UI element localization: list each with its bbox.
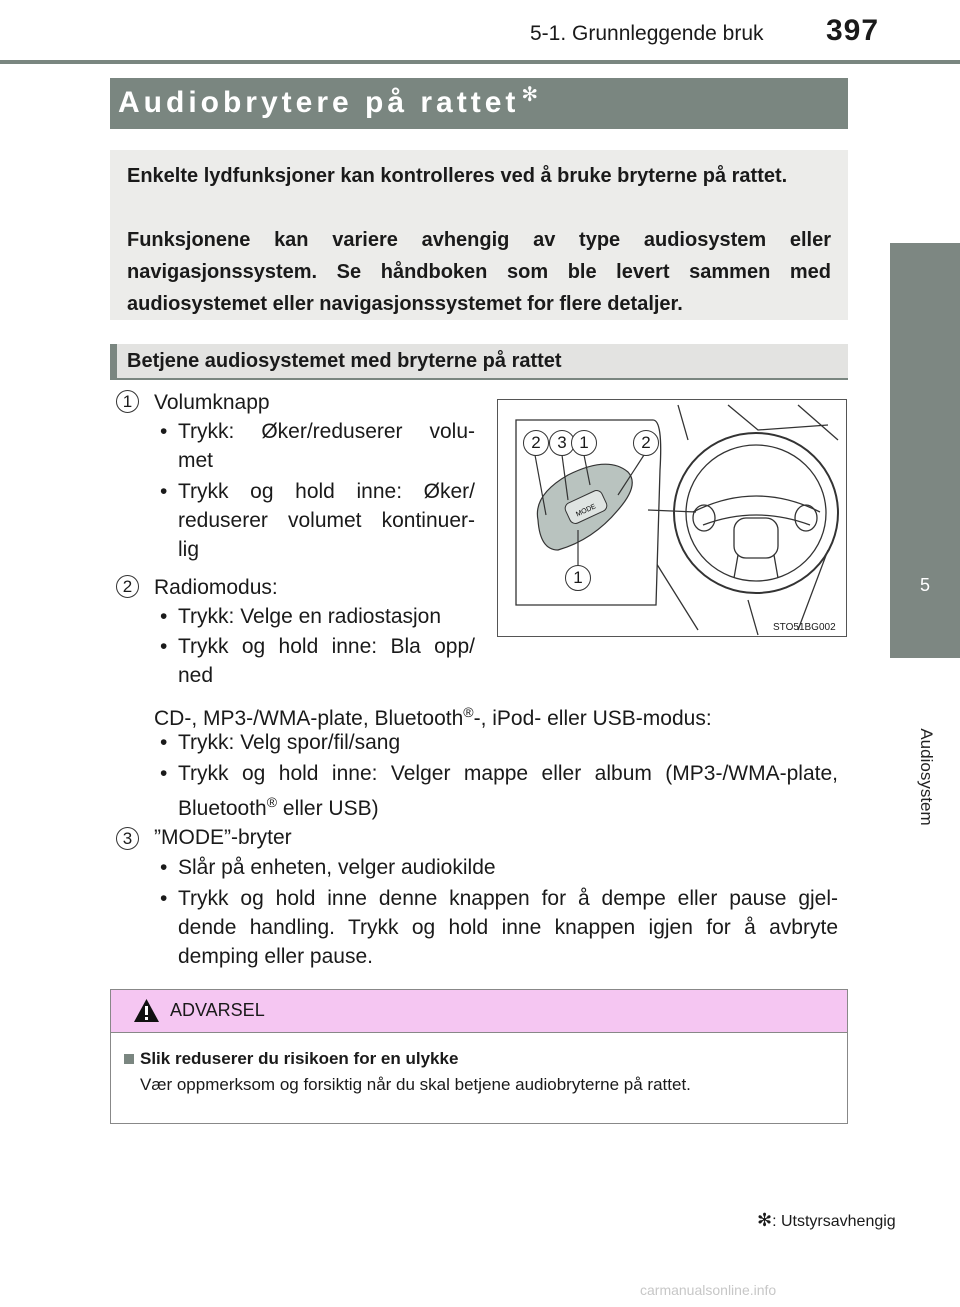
bullet-dot: • (160, 635, 168, 658)
warning-body: Vær oppmerksom og forsiktig når du skal betjene audiobryterne på rattet. (140, 1075, 691, 1094)
header-rule (0, 60, 960, 64)
intro-paragraph-2: Funksjonene kan variere avhengig av type audiosystem eller navigasjonssystem. Se håndboken som ble levert sammen med audiosystemet eller navigasjonssystemet for flere detaljer. (127, 229, 831, 315)
diagram-code: STO51BG002 (773, 622, 836, 633)
bullet-dot: • (160, 856, 168, 879)
bullet-dot: • (160, 605, 168, 628)
diagram-callout-2a: 2 (523, 430, 549, 456)
warning-title-text: Slik reduserer du risikoen for en ulykke (140, 1049, 459, 1068)
bullet-dot: • (160, 762, 168, 785)
intro-box (110, 150, 848, 320)
radio-label: Radiomodus: (154, 576, 278, 599)
header-section-title: 5-1. Grunnleggende bruk (530, 22, 764, 45)
footnote-text: : Utstyrsavhengig (772, 1213, 896, 1230)
bullet-dot: • (160, 480, 168, 503)
square-bullet-icon (124, 1054, 134, 1064)
chapter-label-container (912, 672, 940, 882)
radio-bullet2-line1: Trykk og hold inne: Bla opp/ (178, 635, 475, 658)
radio-bullet1: Trykk: Velge en radiostasjon (178, 605, 442, 628)
subheading-bar (110, 344, 848, 380)
cd-mode-prefix: CD-, MP3-/WMA-plate, Bluetooth (154, 707, 464, 730)
steering-wheel-diagram (497, 399, 847, 637)
mode-label: ”MODE”-bryter (154, 826, 292, 849)
warning-box (110, 989, 848, 1124)
warning-header (111, 990, 847, 1033)
chapter-number: 5 (919, 575, 930, 595)
chapter-label: Audiosystem (917, 728, 936, 826)
intro-paragraph-1: Enkelte lydfunksjoner kan kontrolleres ved å bruke bryterne på rattet. (127, 165, 788, 187)
item-number-3: 3 (116, 827, 139, 850)
bullet-dot: • (160, 731, 168, 754)
cd-bullet2-line2 (178, 788, 379, 823)
diagram-callout-2b: 2 (633, 430, 659, 456)
warning-label: ADVARSEL (170, 1000, 265, 1020)
cd-bullet1: Trykk: Velg spor/fil/sang (178, 731, 401, 754)
bullet-dot: • (160, 420, 168, 443)
mode-bullet2-line2: dende handling. Trykk og hold inne knappen igjen for å avbryte (178, 916, 838, 939)
footnote (757, 1210, 896, 1231)
radio-bullet2-line2: ned (178, 664, 214, 687)
warning-icon (133, 998, 160, 1023)
subheading: Betjene audiosystemet med bryterne på rattet (127, 350, 562, 372)
bullet-dot: • (160, 887, 168, 910)
volume-bullet2-line3: lig (178, 538, 200, 561)
section-title-bar (110, 78, 848, 129)
optional-equipment-icon: ✻ (521, 84, 543, 106)
diagram-callout-1a: 1 (571, 430, 597, 456)
diagram-callout-3: 3 (549, 430, 575, 456)
mode-bullet2-line3: demping eller pause. (178, 945, 373, 968)
registered-mark-2: ® (266, 794, 278, 810)
volume-bullet2-line2: reduserer volumet kontinuer- (178, 509, 475, 532)
section-title (118, 86, 542, 120)
volume-label: Volumknapp (154, 391, 270, 414)
item-number-2: 2 (116, 575, 139, 598)
warning-title (124, 1049, 458, 1069)
page-number: 397 (826, 14, 880, 47)
item-number-1: 1 (116, 390, 139, 413)
watermark: carmanualsonline.info (640, 1282, 777, 1298)
diagram-callout-1b: 1 (565, 565, 591, 591)
volume-bullet1-line1: Trykk: Øker/reduserer volu- (178, 420, 475, 443)
cd-bullet2-line1: Trykk og hold inne: Velger mappe eller album (MP3-/WMA-plate, (178, 762, 838, 785)
cd-bullet2-bluetooth: Bluetooth (178, 797, 267, 820)
footnote-mark-icon: ✻ (757, 1210, 773, 1230)
mode-bullet1: Slår på enheten, velger audiokilde (178, 856, 496, 879)
registered-mark: ® (463, 704, 474, 720)
cd-mode-suffix: -, iPod- eller USB-modus: (473, 707, 712, 730)
section-title-text: Audiobrytere på rattet (118, 86, 520, 119)
mode-bullet2-line1: Trykk og hold inne denne knappen for å dempe eller pause gjel- (178, 887, 838, 910)
volume-bullet2-line1: Trykk og hold inne: Øker/ (178, 480, 475, 503)
diagram-mode-text: MODE (575, 503, 598, 519)
volume-bullet1-line2: met (178, 449, 214, 472)
cd-bullet2-rest: eller USB) (277, 797, 379, 820)
